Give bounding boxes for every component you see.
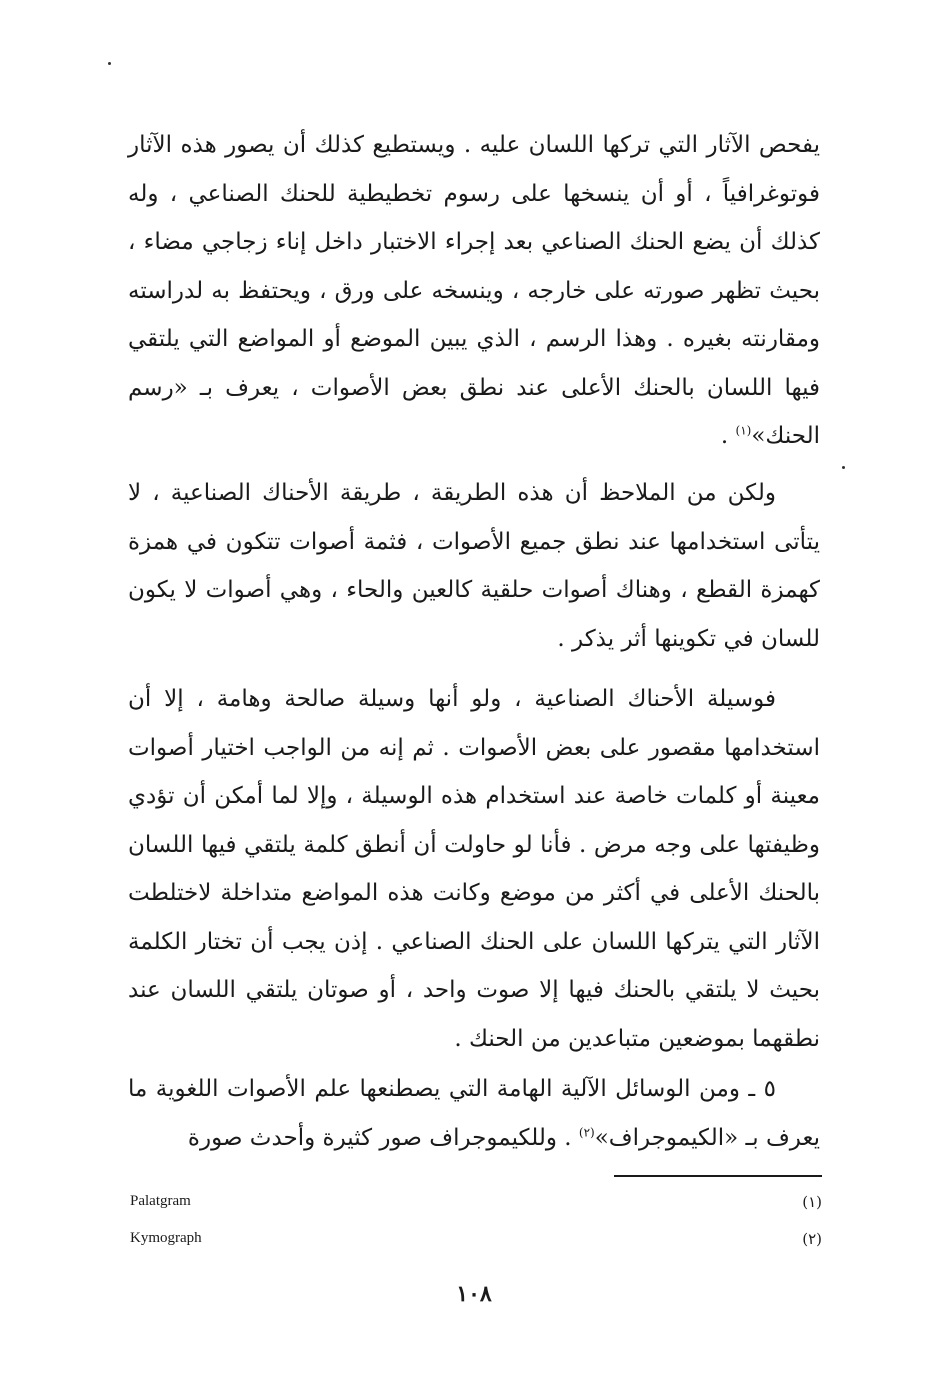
footnote-number: (١) <box>802 1193 822 1211</box>
footnote-term: Palatgram <box>130 1193 191 1209</box>
paragraph-tail: . <box>720 423 736 449</box>
page-number: ١٠٨ <box>456 1281 492 1307</box>
paragraph-method-usage <box>128 675 820 1063</box>
footnote-separator <box>614 1175 822 1177</box>
paragraph-text: فوسيلة الأحناك الصناعية ، ولو أنها وسيلة صالحة وهامة ، إلا أن استخدامها مقصور على بعض الأصوات . ثم إنه من الواجب اختيار أصوات معينة أو كلمات خاصة عند استخدام هذه الوسيلة ، وإلا لما أمكن أن تؤدي وظيفتها على وجه مرض . فأنا لو حاولت أن أنطق كلمة يلتقي فيها اللسان بالحنك الأعلى في أكثر من موضع وكانت هذه المواضع متداخلة لاختلطت الآثار التي يتركها اللسان على الحنك الصناعي . إذن يجب أن تختار الكلمة بحيث لا يلتقي بالحنك فيها إلا صوت واحد ، أو صوتان يلتقي اللسان عند نطقهما بموضعين متباعدين من الحنك . <box>128 686 820 1052</box>
paragraph-text: ٥ ـ ومن الوسائل الآلية الهامة التي يصطنعها علم الأصوات اللغوية ما يعرف بـ «الكيموجراف» <box>128 1076 820 1151</box>
paragraph-palatogram <box>128 121 820 461</box>
scan-speck <box>108 62 111 65</box>
paragraph-kymograph <box>128 1065 820 1162</box>
paragraph-text: يفحص الآثار التي تركها اللسان عليه . ويستطيع كذلك أن يصور هذه الآثار فوتوغرافياً ، أو أن ينسخها على رسوم تخطيطية للحنك الصناعي ، وله كذلك أن يضع الحنك الصناعي بعد إجراء الاختبار داخل إناء زجاجي مضاء ، بحيث تظهر صورته على خارجه ، وينسخه على ورق ، ويحتفظ به لدراسته ومقارنته بغيره . وهذا الرسم ، الذي يبين الموضع أو المواضع التي يلتقي فيها اللسان بالحنك الأعلى عند نطق بعض الأصوات ، يعرف بـ «رسم الحنك» <box>128 132 820 449</box>
paragraph-text: ولكن من الملاحظ أن هذه الطريقة ، طريقة الأحناك الصناعية ، لا يتأتى استخدامها عند نطق جميع الأصوات ، فثمة أصوات تتكون في همزة كهمزة القطع ، وهناك أصوات حلقية كالعين والحاء ، وهي أصوات لا يكون للسان في تكوينها أثر يذكر . <box>128 480 820 652</box>
scan-speck <box>842 466 845 469</box>
footnote-1 <box>130 1193 822 1219</box>
paragraph-tail: . وللكيموجراف صور كثيرة وأحدث صورة <box>187 1124 579 1151</box>
footnote-reference-1: (١) <box>735 423 752 438</box>
footnote-term: Kymograph <box>130 1230 202 1246</box>
footnote-number: (٢) <box>802 1230 822 1248</box>
footnote-2 <box>130 1230 822 1256</box>
footnote-reference-2: (٢) <box>578 1124 595 1139</box>
paragraph-limitations <box>128 469 820 663</box>
